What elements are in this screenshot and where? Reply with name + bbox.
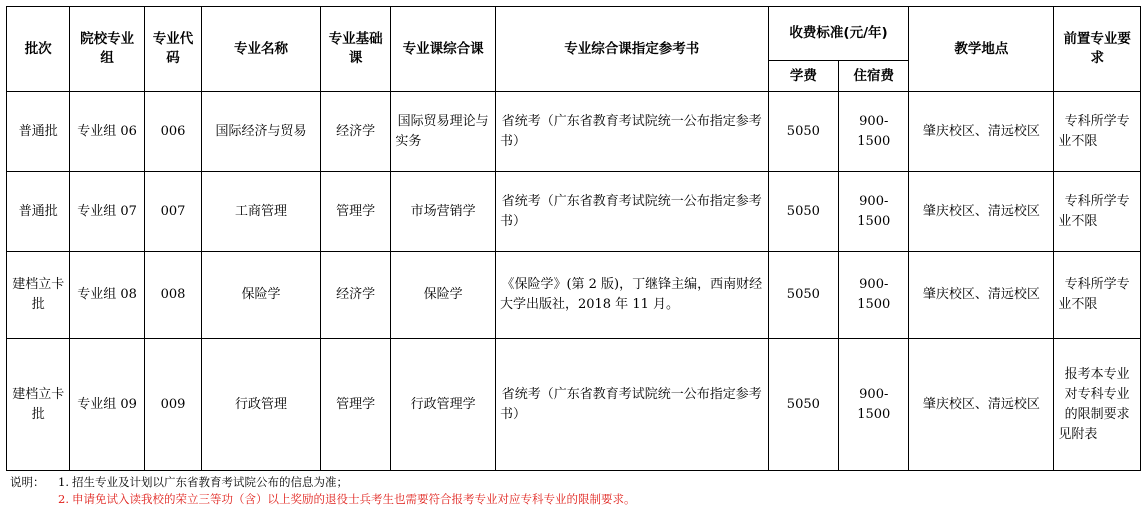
header-batch: 批次 bbox=[7, 7, 70, 92]
table-row bbox=[7, 172, 1141, 252]
note-number: 2. bbox=[58, 492, 69, 506]
cell-dorm-fee: 900-1500 bbox=[839, 92, 909, 172]
cell-reference-book: 《保险学》(第 2 版)，丁继锋主编，西南财经大学出版社，2018 年 11 月。 bbox=[495, 252, 768, 339]
header-code: 专业代码 bbox=[144, 7, 201, 92]
table-row bbox=[7, 92, 1141, 172]
enrollment-table bbox=[6, 6, 1141, 471]
cell-group: 专业组 08 bbox=[70, 252, 144, 339]
cell-location: 肇庆校区、清远校区 bbox=[909, 172, 1054, 252]
cell-basic-course: 经济学 bbox=[320, 252, 390, 339]
cell-code: 008 bbox=[144, 252, 201, 339]
cell-prerequisite: 报考本专业对专科专业的限制要求见附表 bbox=[1054, 339, 1141, 471]
cell-code: 007 bbox=[144, 172, 201, 252]
cell-batch: 普通批 bbox=[7, 172, 70, 252]
note-item-highlighted bbox=[10, 491, 1130, 508]
cell-comprehensive-course: 行政管理学 bbox=[391, 339, 496, 471]
cell-name: 国际经济与贸易 bbox=[202, 92, 321, 172]
header-basic-course: 专业基础课 bbox=[320, 7, 390, 92]
cell-code: 009 bbox=[144, 339, 201, 471]
cell-prerequisite: 专科所学专业不限 bbox=[1054, 252, 1141, 339]
notes-section bbox=[10, 474, 1130, 508]
note-text: 申请免试入读我校的荣立三等功（含）以上奖励的退役士兵考生也需要符合报考专业对应专科专业的限制要求。 bbox=[72, 492, 636, 506]
header-name: 专业名称 bbox=[202, 7, 321, 92]
cell-batch: 建档立卡批 bbox=[7, 252, 70, 339]
cell-prerequisite: 专科所学专业不限 bbox=[1054, 172, 1141, 252]
cell-tuition: 5050 bbox=[768, 172, 838, 252]
cell-basic-course: 经济学 bbox=[320, 92, 390, 172]
table-row bbox=[7, 252, 1141, 339]
header-dorm-fee: 住宿费 bbox=[839, 61, 909, 92]
table-row bbox=[7, 339, 1141, 471]
cell-reference-book: 省统考（广东省教育考试院统一公布指定参考书） bbox=[495, 92, 768, 172]
cell-prerequisite: 专科所学专业不限 bbox=[1054, 92, 1141, 172]
cell-comprehensive-course: 市场营销学 bbox=[391, 172, 496, 252]
cell-dorm-fee: 900-1500 bbox=[839, 252, 909, 339]
header-prerequisite: 前置专业要求 bbox=[1054, 7, 1141, 92]
cell-comprehensive-course: 国际贸易理论与实务 bbox=[391, 92, 496, 172]
cell-location: 肇庆校区、清远校区 bbox=[909, 339, 1054, 471]
cell-group: 专业组 09 bbox=[70, 339, 144, 471]
header-row bbox=[7, 7, 1141, 61]
cell-tuition: 5050 bbox=[768, 252, 838, 339]
header-location: 教学地点 bbox=[909, 7, 1054, 92]
cell-name: 工商管理 bbox=[202, 172, 321, 252]
cell-reference-book: 省统考（广东省教育考试院统一公布指定参考书） bbox=[495, 339, 768, 471]
cell-code: 006 bbox=[144, 92, 201, 172]
cell-location: 肇庆校区、清远校区 bbox=[909, 252, 1054, 339]
cell-group: 专业组 07 bbox=[70, 172, 144, 252]
cell-tuition: 5050 bbox=[768, 339, 838, 471]
cell-location: 肇庆校区、清远校区 bbox=[909, 92, 1054, 172]
notes-prefix: 说明： bbox=[10, 475, 45, 489]
header-reference-book: 专业综合课指定参考书 bbox=[495, 7, 768, 92]
cell-tuition: 5050 bbox=[768, 92, 838, 172]
header-tuition: 学费 bbox=[768, 61, 838, 92]
cell-comprehensive-course: 保险学 bbox=[391, 252, 496, 339]
cell-batch: 普通批 bbox=[7, 92, 70, 172]
cell-batch: 建档立卡批 bbox=[7, 339, 70, 471]
cell-basic-course: 管理学 bbox=[320, 339, 390, 471]
note-item bbox=[10, 474, 1130, 491]
note-text: 招生专业及计划以广东省教育考试院公布的信息为准； bbox=[72, 475, 348, 489]
cell-reference-book: 省统考（广东省教育考试院统一公布指定参考书） bbox=[495, 172, 768, 252]
cell-dorm-fee: 900-1500 bbox=[839, 339, 909, 471]
header-comprehensive-course: 专业课综合课 bbox=[391, 7, 496, 92]
header-fee: 收费标准(元/年) bbox=[768, 7, 909, 61]
note-number: 1. bbox=[58, 475, 69, 489]
cell-name: 行政管理 bbox=[202, 339, 321, 471]
cell-dorm-fee: 900-1500 bbox=[839, 172, 909, 252]
cell-name: 保险学 bbox=[202, 252, 321, 339]
cell-basic-course: 管理学 bbox=[320, 172, 390, 252]
cell-group: 专业组 06 bbox=[70, 92, 144, 172]
header-group: 院校专业组 bbox=[70, 7, 144, 92]
